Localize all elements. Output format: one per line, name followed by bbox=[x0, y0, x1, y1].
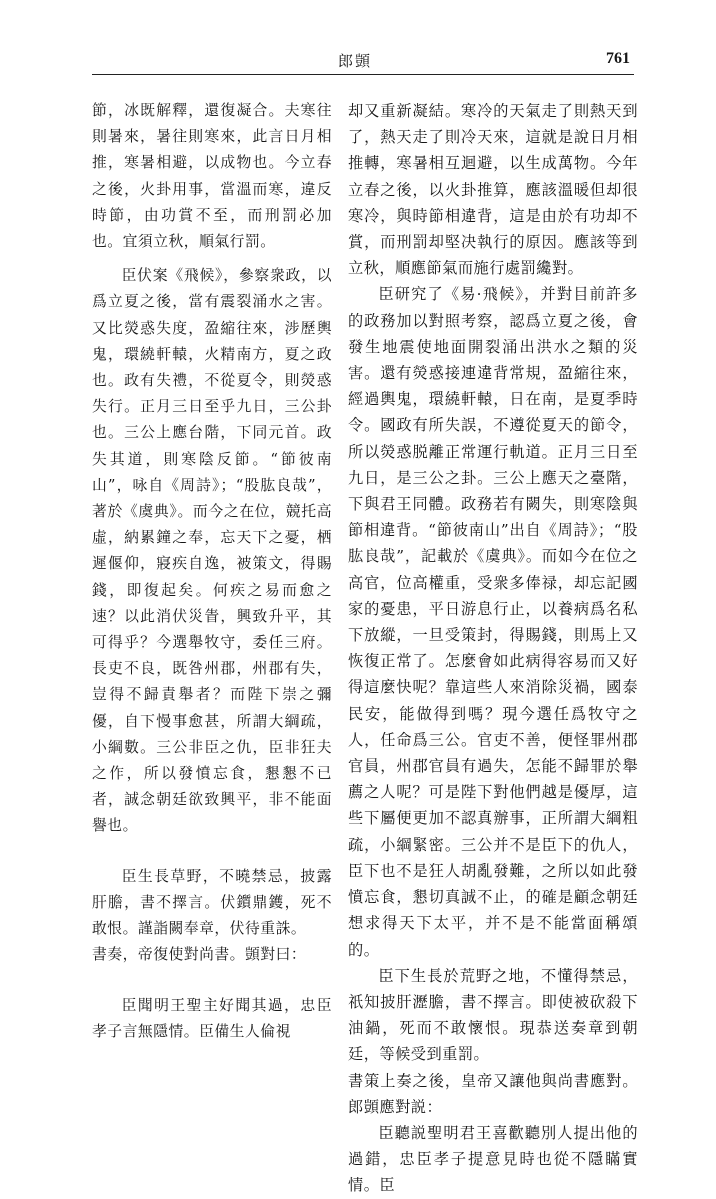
translation-paragraph-2: 臣研究了《易·飛候》，并對目前許多的政務加以對照考察，認爲立夏之後，會發生地震使地面開裂涌出洪水之類的災害。還有熒惑接連違背常規，盈縮往來，經過輿鬼，環繞軒轅，日在南，是夏季時令。國政有所失誤，不遵從夏天的節令，所以熒惑脱離正常運行軌道。正月三日至九日，是三公之卦。三公上應天之臺階，下與君王同體。政務若有闕失，則寒陰與節相違背。“節彼南山”出自《周詩》；“股肱良哉”，記載於《虞典》。而如今在位之高官，位高權重，受衆多俸禄，却忘記國家的憂患，平日游息行止，以養病爲名私下放縱，一旦受策封，得賜錢，則馬上又恢復正常了。怎麼會如此病得容易而又好得這麼快呢？靠這些人來消除災禍，國泰民安，能做得到嗎？現今選任爲牧守之人，任命爲三公。官吏不善，便怪罪州郡官員，州郡官員有過失，怎能不歸罪於舉薦之人呢？可是陛下對他們越是優厚，這些下屬便更加不認真辦事，正所謂大綱粗疏，小綱緊密。三公并不是臣下的仇人，臣下也不是狂人胡亂發難，之所以如此發憤忘食，懇切真誠不止，的確是顧念朝廷想求得天下太平，并不是不能當面稱頌的。 bbox=[348, 285, 638, 959]
translation-paragraph-4: 書策上奏之後，皇帝又讓他與尚書應對。郎顗應對説： bbox=[348, 1071, 638, 1116]
classical-paragraph-2: 臣伏案《飛候》，參察衆政，以爲立夏之後，當有震裂涌水之害。又比熒惑失度，盈縮往來，涉歷輿鬼，環繞軒轅，火精南方，夏之政也。政有失禮，不從夏令，則熒惑失行。正月三日至乎九日，三公卦也。三公上應台階，下同元首。政失其道，則寒陰反節。“節彼南山”，咏自《周詩》；“股肱良哉”，著於《虞典》。而今之在位，競托高虛，納累鐘之奉，忘天下之憂，栖遲偃仰，寢疾自逸，被策文，得賜錢，即復起矣。何疾之易而愈之速？以此消伏災眚，興致升平，其可得乎？今選舉牧守，委任三府。長吏不良，既咎州郡，州郡有失，豈得不歸責舉者？而陛下崇之彌優，自下慢事愈甚，所謂大綱疏，小綱數。三公非臣之仇，臣非狂夫之作，所以發憤忘食，懇懇不已者，誠念朝廷欲致興平，非不能面譽也。 bbox=[92, 267, 332, 835]
translation-column bbox=[348, 98, 638, 1195]
translation-paragraph-1: 却又重新凝結。寒冷的天氣走了則熱天到了，熱天走了則冷天來，這就是說日月相推轉，寒暑相互迴避，以生成萬物。今年立春之後，以火卦推算，應該溫暖但却很寒冷，與時節相違背，這是由於有功却不賞，而刑罰却堅决執行的原因。應該等到立秋，順應節氣而施行處罰纔對。 bbox=[348, 102, 638, 278]
translation-paragraph-5: 臣聽説聖明君王喜歡聽別人提出他的過錯，忠臣孝子提意見時也從不隱瞞實情。臣 bbox=[348, 1123, 638, 1195]
page-number: 761 bbox=[606, 50, 630, 67]
running-title: 郎顗 bbox=[338, 52, 373, 70]
translation-paragraph-3: 臣下生長於荒野之地，不懂得禁忌，祇知披肝瀝膽，書不擇言。即使被砍殺下油鍋，死而不敢懷恨。現恭送奏章到朝廷，等候受到重罰。 bbox=[348, 966, 638, 1064]
page-header bbox=[92, 44, 634, 75]
classical-paragraph-5: 臣聞明王聖主好聞其過，忠臣孝子言無隱情。臣備生人倫視 bbox=[92, 996, 332, 1040]
classical-text-column bbox=[92, 98, 332, 1040]
classical-paragraph-4: 書奏，帝復使對尚書。顗對曰： bbox=[92, 946, 307, 964]
classical-paragraph-3: 臣生長草野，不曉禁忌，披露肝膽，書不擇言。伏鑕鼎鑊，死不敢恨。謹詣闕奉章，伏待重誅。 bbox=[92, 867, 332, 938]
classical-paragraph-1: 節，冰既解釋，還復凝合。夫寒往則暑來，暑往則寒來，此言日月相推，寒暑相避，以成物也。今立春之後，火卦用事，當溫而寒，違反時節，由功賞不至，而刑罰必加也。宜須立秋，順氣行罰。 bbox=[92, 102, 332, 251]
